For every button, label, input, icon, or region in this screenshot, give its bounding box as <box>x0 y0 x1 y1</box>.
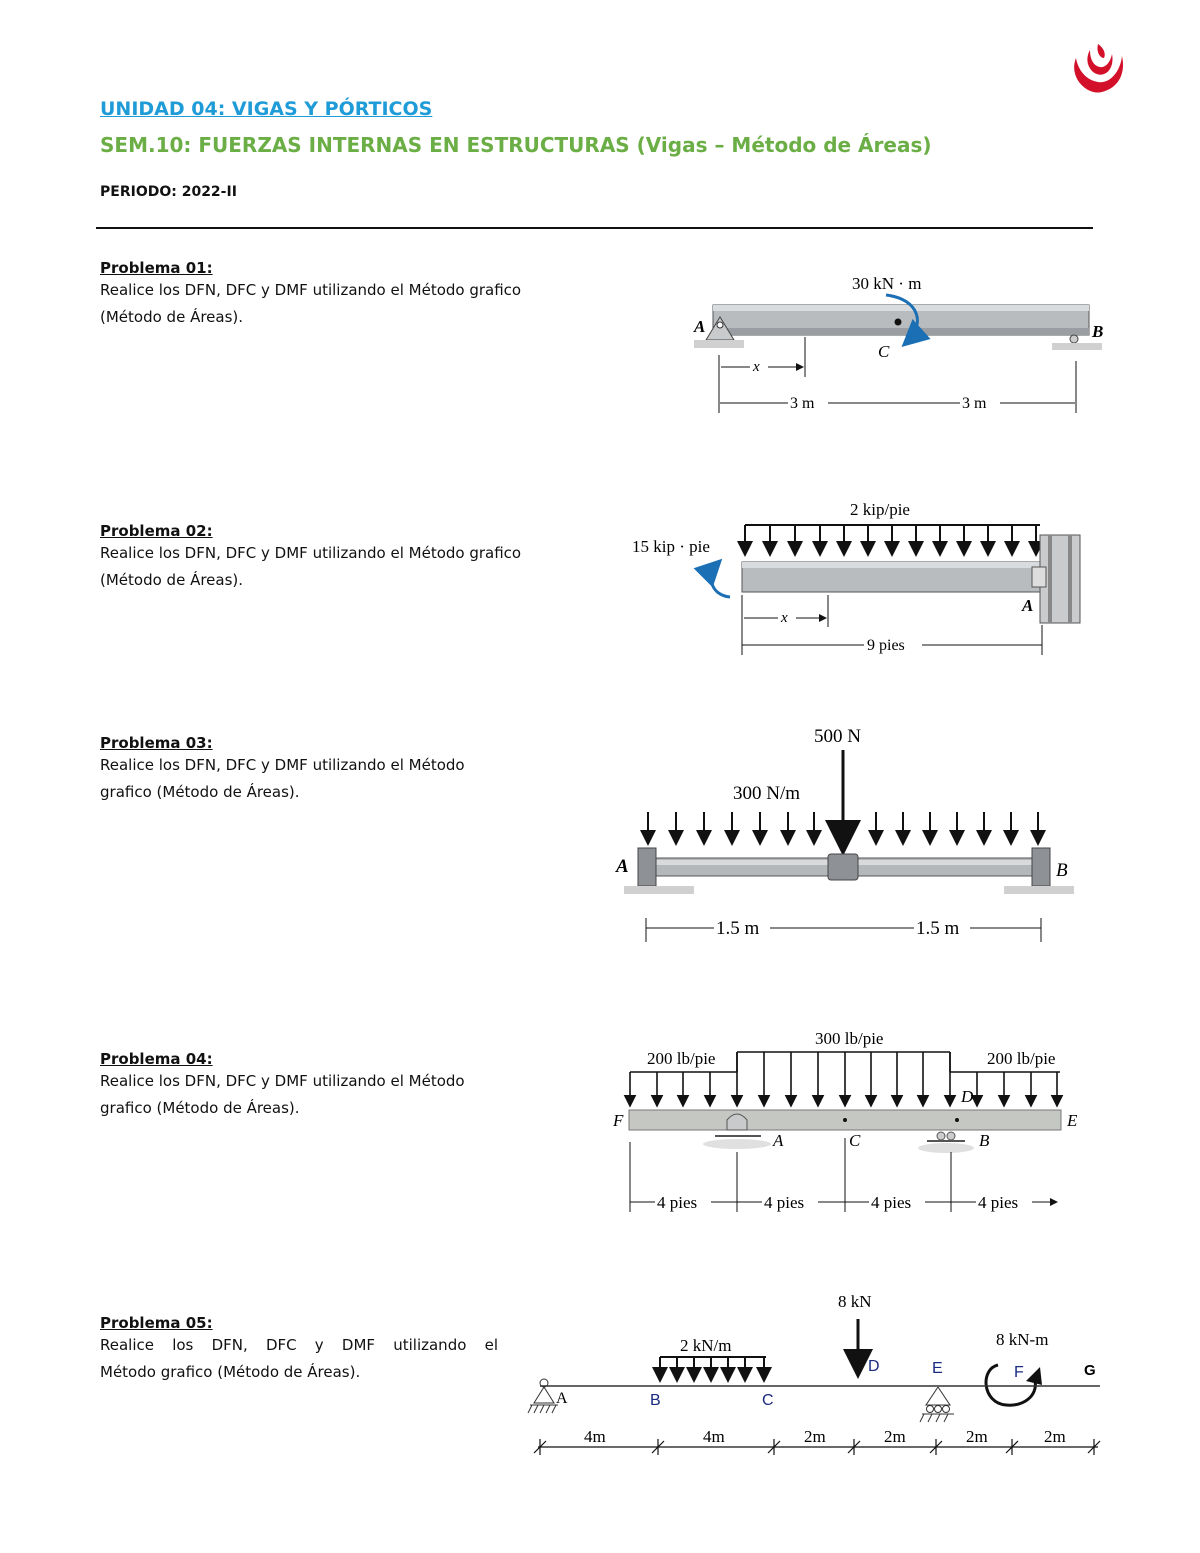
label-b: B <box>979 1131 990 1150</box>
label-d: D <box>961 1087 974 1106</box>
pin-support-a <box>528 1379 558 1413</box>
problem-04-text-line-1: Realice los DFN, DFC y DMF utilizando el Método <box>100 1072 465 1090</box>
label-b: B <box>1092 322 1104 341</box>
problem-05-text-line-1: Realice los DFN, DFC y DMF utilizando el <box>100 1336 498 1354</box>
label-a: A <box>556 1390 568 1407</box>
load-right-label: 200 lb/pie <box>987 1049 1056 1068</box>
problem-04-statement <box>100 1050 465 1122</box>
label-d: D <box>868 1358 880 1375</box>
label-a: A <box>694 317 706 336</box>
problem-02-text-line-2: (Método de Áreas). <box>100 571 244 589</box>
label-b: B <box>1056 860 1068 881</box>
header-divider <box>96 227 1093 229</box>
distributed-load <box>745 525 1040 555</box>
dist-load-label: 2 kip/pie <box>850 500 910 519</box>
dim-4-label: 4 pies <box>978 1193 1019 1212</box>
dim-1-label: 1.5 m <box>716 918 760 939</box>
dim-label: 9 pies <box>867 637 905 654</box>
problem-01-text-line-2: (Método de Áreas). <box>100 308 244 326</box>
problem-04-title: Problema 04: <box>100 1050 213 1068</box>
problem-05-text-line-2: Método grafico (Método de Áreas). <box>100 1363 361 1381</box>
load-mid-label: 300 lb/pie <box>815 1029 884 1048</box>
label-e: E <box>932 1360 943 1377</box>
problem-03-text-line-2: grafico (Método de Áreas). <box>100 783 300 801</box>
problem-01-statement <box>100 259 521 331</box>
dim-2-label: 1.5 m <box>916 918 960 939</box>
label-f: F <box>1014 1364 1024 1381</box>
roller-support-e <box>920 1387 954 1422</box>
dim-1-label: 4m <box>584 1427 606 1446</box>
label-f: F <box>613 1111 624 1130</box>
dim-5-label: 2m <box>966 1427 988 1446</box>
dist-load-label: 300 N/m <box>733 783 801 804</box>
problem-05-title: Problema 05: <box>100 1314 213 1332</box>
point-load-label: 8 kN <box>838 1292 872 1311</box>
label-c: C <box>878 342 890 361</box>
dim-2-label: 4 pies <box>764 1193 805 1212</box>
coupling <box>828 854 858 880</box>
upc-logo-icon <box>1068 44 1128 96</box>
unit-title: UNIDAD 04: VIGAS Y PÓRTICOS <box>100 98 433 120</box>
session-title: SEM.10: FUERZAS INTERNAS EN ESTRUCTURAS (Vigas – Método de Áreas) <box>100 133 932 157</box>
dim-x-label: x <box>781 610 788 626</box>
label-e: E <box>1067 1111 1078 1130</box>
problem-01-title: Problema 01: <box>100 259 213 277</box>
problem-03-text-line-1: Realice los DFN, DFC y DMF utilizando el Método <box>100 756 465 774</box>
label-c: C <box>849 1131 861 1150</box>
problem-04-text-line-2: grafico (Método de Áreas). <box>100 1099 300 1117</box>
moment-label: 15 kip · pie <box>632 537 710 556</box>
load-left-label: 200 lb/pie <box>647 1049 716 1068</box>
distributed-load <box>660 1357 766 1381</box>
dist-load-label: 2 kN/m <box>680 1336 732 1355</box>
fixed-support-a <box>1032 535 1080 623</box>
problem-03-title: Problema 03: <box>100 734 213 752</box>
problem-01-text-line-1: Realice los DFN, DFC y DMF utilizando el Método grafico <box>100 281 522 299</box>
dim-6-label: 2m <box>1044 1427 1066 1446</box>
label-g: G <box>1084 1362 1096 1379</box>
period-label: PERIODO: 2022-II <box>100 184 237 200</box>
moment-arrow-icon <box>711 563 730 597</box>
problem-02-text-line-1: Realice los DFN, DFC y DMF utilizando el Método grafico <box>100 544 522 562</box>
problem-05-figure <box>520 1285 1110 1470</box>
dim-x-label: x <box>753 359 760 375</box>
label-c: C <box>762 1392 774 1409</box>
problem-02-figure <box>630 495 1090 660</box>
dim-3-label: 4 pies <box>871 1193 912 1212</box>
problem-02-title: Problema 02: <box>100 522 213 540</box>
moment-label: 8 kN-m <box>996 1330 1049 1349</box>
point-load-label: 500 N <box>814 726 861 747</box>
point-c <box>895 319 902 326</box>
moment-label: 30 kN · m <box>852 274 922 293</box>
problem-05-statement <box>100 1314 498 1386</box>
dim-2-label: 4m <box>703 1427 725 1446</box>
problem-03-figure <box>600 720 1090 950</box>
problem-02-statement <box>100 522 521 594</box>
label-a: A <box>616 856 629 877</box>
problem-01-figure <box>680 265 1110 425</box>
problem-04-figure <box>605 1020 1090 1220</box>
label-a: A <box>773 1131 784 1150</box>
dim-4-label: 2m <box>884 1427 906 1446</box>
problem-03-statement <box>100 734 465 806</box>
dim-2-label: 3 m <box>962 395 987 412</box>
roller-support-b <box>918 1132 974 1153</box>
label-a: A <box>1022 596 1034 615</box>
dim-1-label: 4 pies <box>657 1193 698 1212</box>
moment-arrow-icon <box>986 1365 1035 1405</box>
dim-1-label: 3 m <box>790 395 815 412</box>
dim-3-label: 2m <box>804 1427 826 1446</box>
label-b: B <box>650 1392 661 1409</box>
